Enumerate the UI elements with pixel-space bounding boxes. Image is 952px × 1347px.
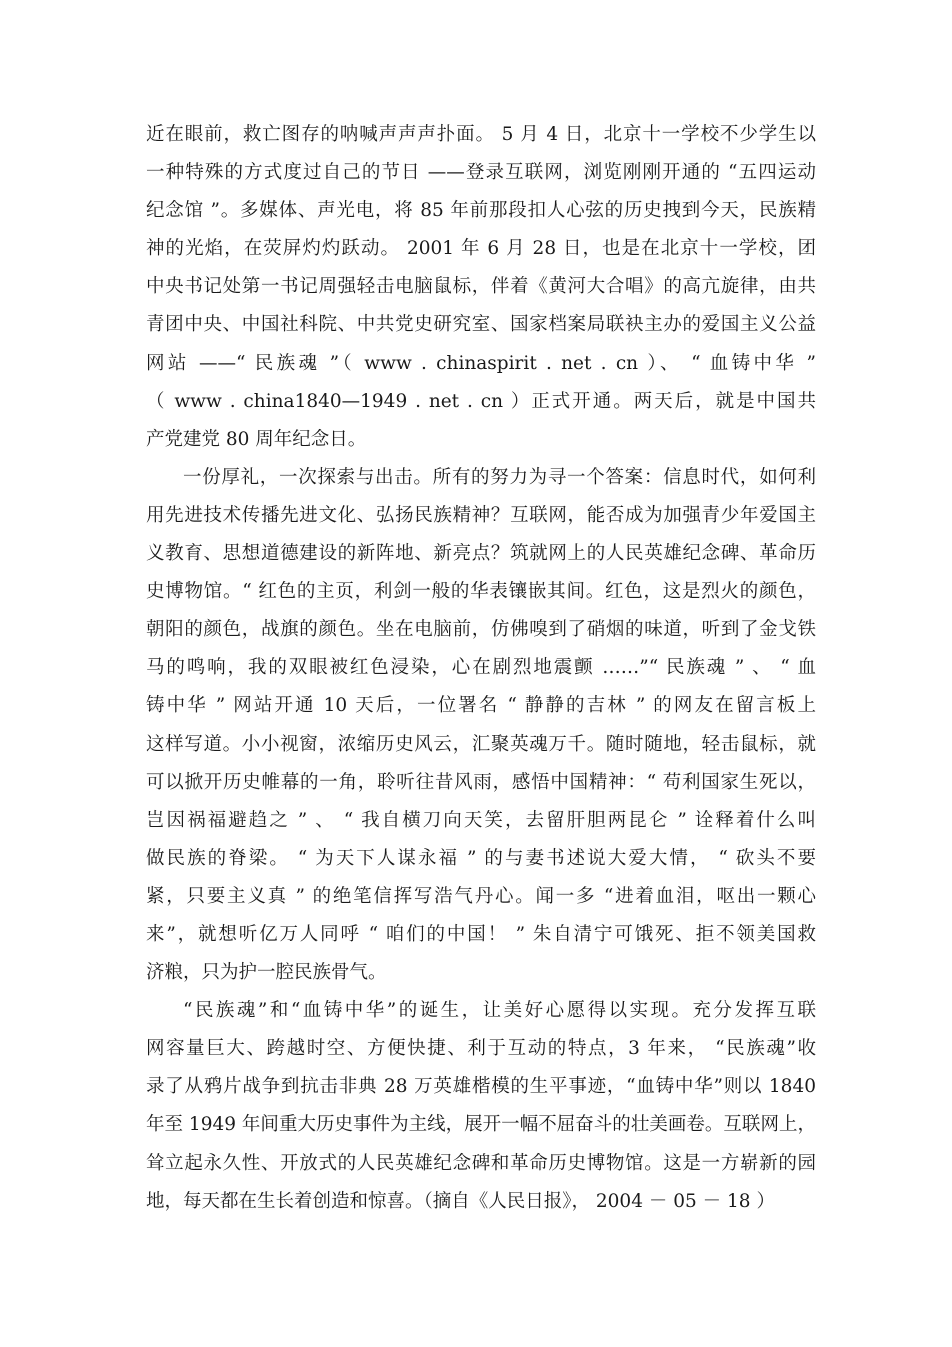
paragraph-1-line-7: 网站 ——“ 民族魂 ”（ www . chinaspirit . net . cn ）、 “ 血铸中华 ” (146, 352, 816, 374)
paragraph-3-line-5: 耸立起永久性、开放式的人民英雄纪念碑和革命历史博物馆。这是一方崭新的园 (146, 1152, 816, 1174)
paragraph-1-line-3: 纪念馆 ”。多媒体、声光电，将 85 年前那段扣人心弦的历史拽到今天，民族精 (146, 200, 816, 222)
paragraph-3-line-1: “民族魂”和“血铸中华”的诞生，让美好心愿得以实现。充分发挥互联 (183, 1000, 816, 1022)
paragraph-1-line-1: 近在眼前，救亡图存的呐喊声声声扑面。 5 月 4 日，北京十一学校不少学生以 (146, 124, 816, 145)
paragraph-1-line-9: 产党建党 80 周年纪念日。 (146, 428, 367, 450)
paragraph-2-line-6: 马的鸣响，我的双眼被红色浸染，心在剧烈地震颤 ……”“ 民族魂 ” 、 “ 血 (146, 657, 816, 679)
paragraph-2-line-13: 来”，就想听亿万人同呼 “ 咱们的中国！ ” 朱自清宁可饿死、拒不领美国救 (146, 923, 816, 945)
paragraph-2-line-9: 可以掀开历史帷幕的一角，聆听往昔风雨，感悟中国精神：“ 苟利国家生死以， (146, 771, 816, 793)
paragraph-1-line-2: 一种特殊的方式度过自己的节日 ——登录互联网，浏览刚刚开通的 “五四运动 (146, 162, 816, 184)
paragraph-2-line-10: 岂因祸福避趋之 ” 、 “ 我自横刀向天笑，去留肝胆两昆仑 ” 诠释着什么叫 (146, 809, 816, 831)
paragraph-3-line-4: 年至 1949 年间重大历史事件为主线，展开一幅不屈奋斗的壮美画卷。互联网上， (146, 1114, 816, 1136)
paragraph-2-line-2: 用先进技术传播先进文化、弘扬民族精神？互联网，能否成为加强青少年爱国主 (146, 504, 816, 526)
paragraph-2-line-8: 这样写道。小小视窗，浓缩历史风云，汇聚英魂万千。随时随地，轻击鼠标，就 (146, 733, 816, 755)
paragraph-1-line-4: 神的光焰，在荧屏灼灼跃动。 2001 年 6 月 28 日，也是在北京十一学校，团 (146, 238, 816, 260)
paragraph-1-line-5: 中央书记处第一书记周强轻击电脑鼠标，伴着《黄河大合唱》的高亢旋律，由共 (146, 276, 816, 298)
paragraph-2-line-14: 济粮，只为护一腔民族骨气。 (146, 962, 387, 984)
paragraph-1-line-6: 青团中央、中国社科院、中共党史研究室、国家档案局联袂主办的爱国主义公益 (146, 314, 816, 336)
paragraph-2-line-11: 做民族的脊梁。 “ 为天下人谋永福 ” 的与妻书述说大爱大情， “ 砍头不要 (146, 847, 816, 869)
paragraph-2-line-5: 朝阳的颜色，战旗的颜色。坐在电脑前，仿佛嗅到了硝烟的味道，听到了金戈铁 (146, 619, 816, 641)
paragraph-3-line-3: 录了从鸦片战争到抗击非典 28 万英雄楷模的生平事迹，“血铸中华”则以 1840 (146, 1076, 816, 1098)
paragraph-3-line-6: 地，每天都在生长着创造和惊喜。（摘自《人民日报》， 2004 － 05 － 18 ） (146, 1190, 775, 1212)
paragraph-2-line-7: 铸中华 ” 网站开通 10 天后，一位署名 “ 静静的吉林 ” 的网友在留言板上 (146, 695, 816, 717)
paragraph-3-line-2: 网容量巨大、跨越时空、方便快捷、利于互动的特点，3 年来， “民族魂”收 (146, 1038, 816, 1060)
article-body (146, 116, 816, 1221)
paragraph-2-line-1: 一份厚礼，一次探索与出击。所有的努力为寻一个答案：信息时代，如何利 (183, 466, 816, 488)
paragraph-2-line-12: 紧，只要主义真 ” 的绝笔信挥写浩气丹心。闻一多 “进着血泪，呕出一颗心 (146, 885, 816, 907)
paragraph-2-line-3: 义教育、思想道德建设的新阵地、新亮点？筑就网上的人民英雄纪念碑、革命历 (146, 543, 816, 565)
paragraph-2-line-4: 史博物馆。“ 红色的主页，利剑一般的华表镶嵌其间。红色，这是烈火的颜色， (146, 581, 816, 603)
paragraph-1-line-8: （ www . china1840—1949 . net . cn ）正式开通。两天后，就是中国共 (146, 390, 816, 412)
